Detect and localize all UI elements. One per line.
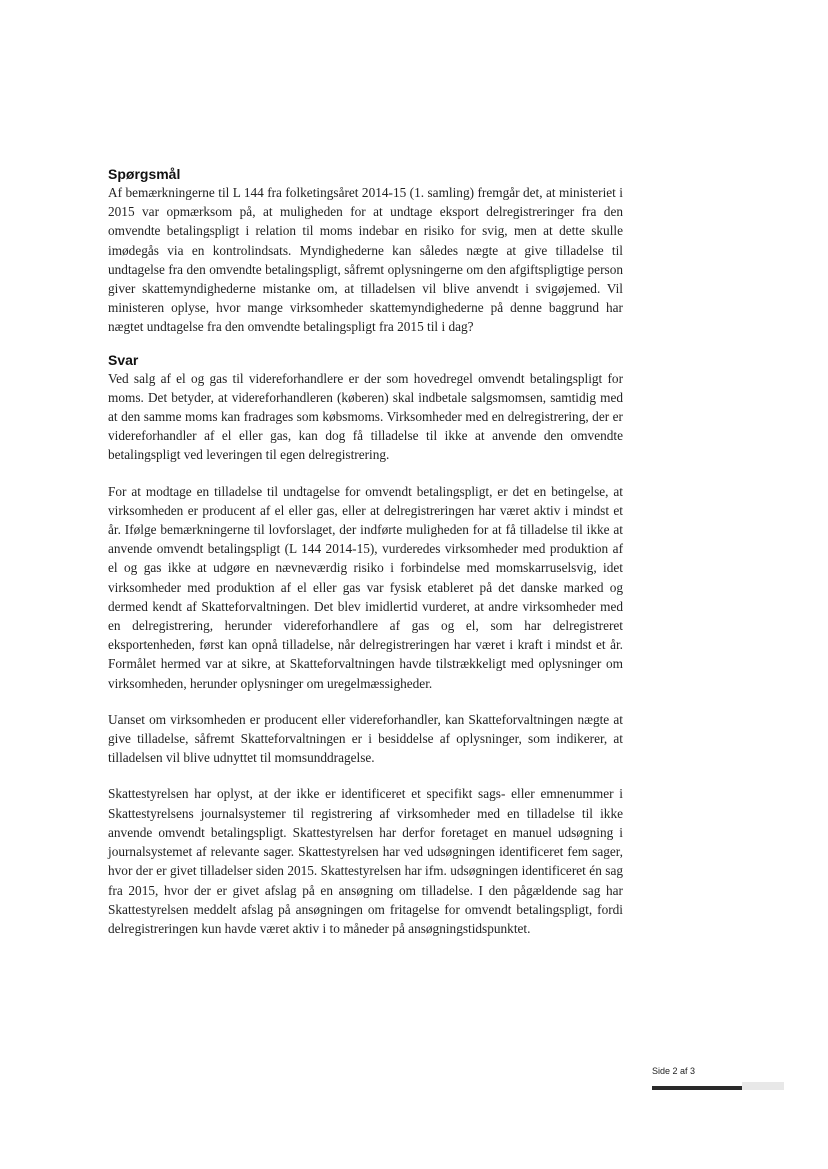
section-spacer — [108, 337, 623, 351]
answer-paragraph-1: Ved salg af el og gas til videreforhandlere er der som hovedregel omvendt betalingspligt for moms. Det betyder, at videreforhandleren (køberen) skal indbetale salgsmomsen, samtidig med at den samme moms kan fradrages som købsmoms. Virksomheder med en delregistrering, der er videreforhandler af el eller gas, kan dog få tilladelse til ikke at anvende den omvendte betalingspligt ved leveringen til egen delregistrering. — [108, 370, 623, 463]
question-text: Af bemærkningerne til L 144 fra folketingsåret 2014-15 (1. samling) fremgår det, at ministeriet i 2015 var opmærksom på, at muligheden for at undtage eksport delregistreringer fra den omvendte betalingspligt i relation til moms indebar en risiko for svig, men at dette skulle imødegås via en kontrolindsats. Myndighederne kan således nægte at give tilladelse til undtagelse fra den omvendte betalingspligt, såfremt oplysningerne om den afgiftspligtige person giver skattemyndighederne mistanke om, at tilladelsen vil blive anvendt i svigøjemed. Vil ministeren oplyse, hvor mange virksomheder skattemyndighederne på denne baggrund har nægtet undtagelse fra den omvendte betalingspligt fra 2015 til i dag? — [108, 185, 623, 335]
document-body — [108, 165, 623, 938]
answer-paragraph-3: Uanset om virksomheden er producent eller videreforhandler, kan Skatteforvaltningen nægte at give tilladelse, såfremt Skatteforvaltningen er i besiddelse af oplysninger, som indikerer, at tilladelsen vil blive udnyttet til momsunddragelse. — [108, 711, 623, 766]
question-heading: Spørgsmål — [108, 166, 181, 182]
paragraph-spacer — [108, 465, 623, 482]
paragraph-spacer — [108, 693, 623, 710]
answer-section — [108, 351, 623, 938]
footer-rule — [652, 1086, 742, 1090]
answer-paragraph-2: For at modtage en tilladelse til undtagelse for omvendt betalingspligt, er det en betingelse, at virksomheden er producent af el eller gas, eller at delregistreringen har været aktiv i mindst et år. Ifølge bemærkningerne til lovforslaget, der indførte muligheden for at få tilladelse til ikke at anvende omvendt betalingspligt (L 144 2014-15), vurderedes virksomheder med produktion af el og gas ikke at udgøre en nævneværdig risiko i forbindelse med momskarruselsvig, idet virksomheder med produktion af el eller gas var fysisk etableret på det danske marked og dermed kendt af Skatteforvaltningen. Det blev imidlertid vurderet, at andre virksomheder med en delregistrering, herunder videreforhandlere af gas og el, som har delregistreret eksportenheden, først kan opnå tilladelse, når delregistreringen har været i kraft i mindst et år. Formålet hermed var at sikre, at Skatteforvaltningen havde tilstrækkeligt med oplysninger om virksomheden, herunder oplysninger om uregelmæssigheder. — [108, 483, 623, 691]
page-number: Side 2 af 3 — [652, 1066, 696, 1076]
footer-rule-faded — [742, 1082, 784, 1090]
answer-paragraph-4: Skattestyrelsen har oplyst, at der ikke er identificeret et specifikt sags- eller emnenummer i Skattestyrelsens journalsystemer til registrering af virksomheder med en tilladelse til ikke anvende omvendt betalingspligt. Skattestyrelsen har derfor foretaget en manuel udsøgning i journalsystemet af relevante sager. Skattestyrelsen har ved udsøgningen identificeret fem sager, hvor der er givet tilladelser siden 2015. Skattestyrelsen har ifm. udsøgningen identificeret én sag fra 2015, hvor der er givet afslag på en ansøgning om tilladelse. I den pågældende sag har Skattestyrelsen meddelt afslag på ansøgningen om fritagelse for omvendt betalingspligt, fordi delregistreringen kun havde været aktiv i to måneder på ansøgningstidspunktet. — [108, 786, 623, 936]
question-section — [108, 165, 623, 337]
paragraph-spacer — [108, 767, 623, 784]
answer-heading: Svar — [108, 351, 139, 368]
